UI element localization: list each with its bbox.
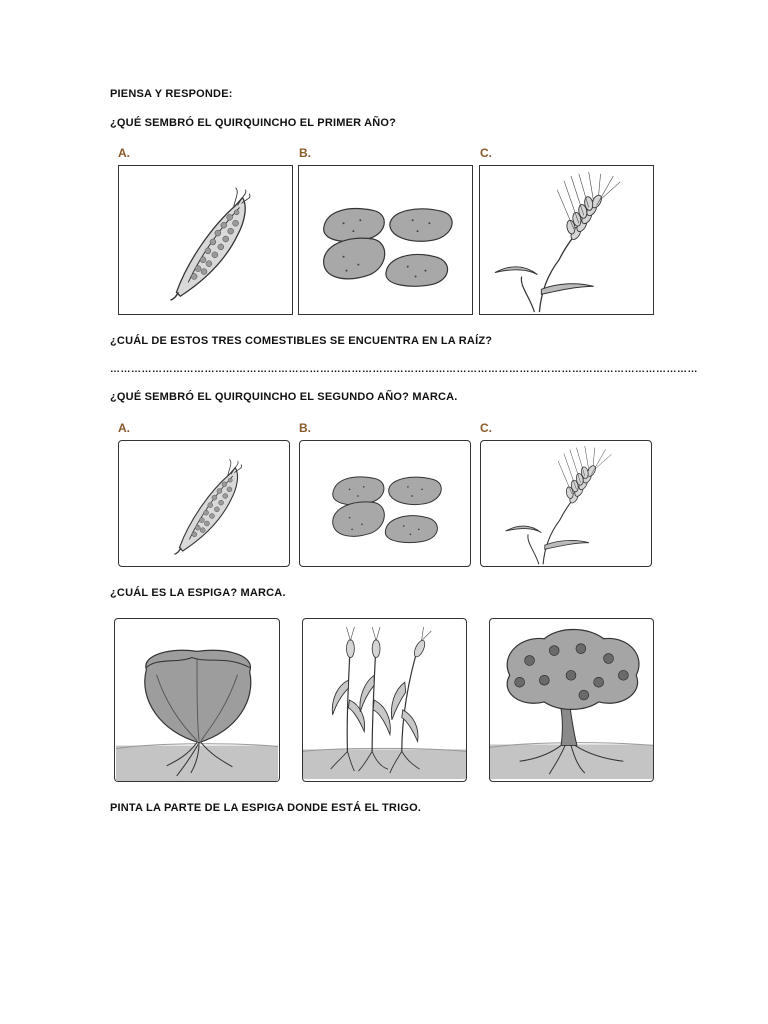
wheat-stalk-image <box>480 166 653 314</box>
question-2-text: ¿CUÁL DE ESTOS TRES COMESTIBLES SE ENCUENTRA EN LA RAÍZ? <box>110 335 493 347</box>
worksheet-heading: PIENSA Y RESPONDE: <box>110 88 233 100</box>
corn-cob-image <box>119 441 289 566</box>
apple-tree-image <box>490 619 653 781</box>
potatoes-image <box>300 441 470 566</box>
q1-option-a-box[interactable] <box>118 165 293 315</box>
wheat-stalk-image <box>481 441 651 566</box>
q4-option-tree-box[interactable] <box>489 618 654 782</box>
question-5-text: PINTA LA PARTE DE LA ESPIGA DONDE ESTÁ EL TRIGO. <box>110 802 422 814</box>
question-1-text: ¿QUÉ SEMBRÓ EL QUIRQUINCHO EL PRIMER AÑO? <box>110 117 397 129</box>
question-3-text: ¿QUÉ SEMBRÓ EL QUIRQUINCHO EL SEGUNDO AÑO? MARCA. <box>110 391 458 403</box>
q3-option-a-box[interactable] <box>118 440 290 567</box>
q1-option-b-label: B. <box>299 146 311 160</box>
potatoes-image <box>299 166 472 314</box>
q3-option-c-box[interactable] <box>480 440 652 567</box>
corn-cob-image <box>119 166 292 314</box>
q1-option-c-box[interactable] <box>479 165 654 315</box>
q1-option-a-label: A. <box>118 146 130 160</box>
q3-option-b-label: B. <box>299 421 311 435</box>
q4-option-wheat-box[interactable] <box>302 618 467 782</box>
wheat-plants-image <box>303 619 466 781</box>
q4-option-lettuce-box[interactable] <box>114 618 280 782</box>
lettuce-plant-image <box>115 619 279 781</box>
question-4-text: ¿CUÁL ES LA ESPIGA? MARCA. <box>110 587 286 599</box>
q3-option-a-label: A. <box>118 421 130 435</box>
answer-line[interactable]: …………………………………………………………………………………………………………………………………………………… <box>110 364 698 375</box>
q1-option-b-box[interactable] <box>298 165 473 315</box>
q3-option-b-box[interactable] <box>299 440 471 567</box>
q3-option-c-label: C. <box>480 421 492 435</box>
q1-option-c-label: C. <box>480 146 492 160</box>
